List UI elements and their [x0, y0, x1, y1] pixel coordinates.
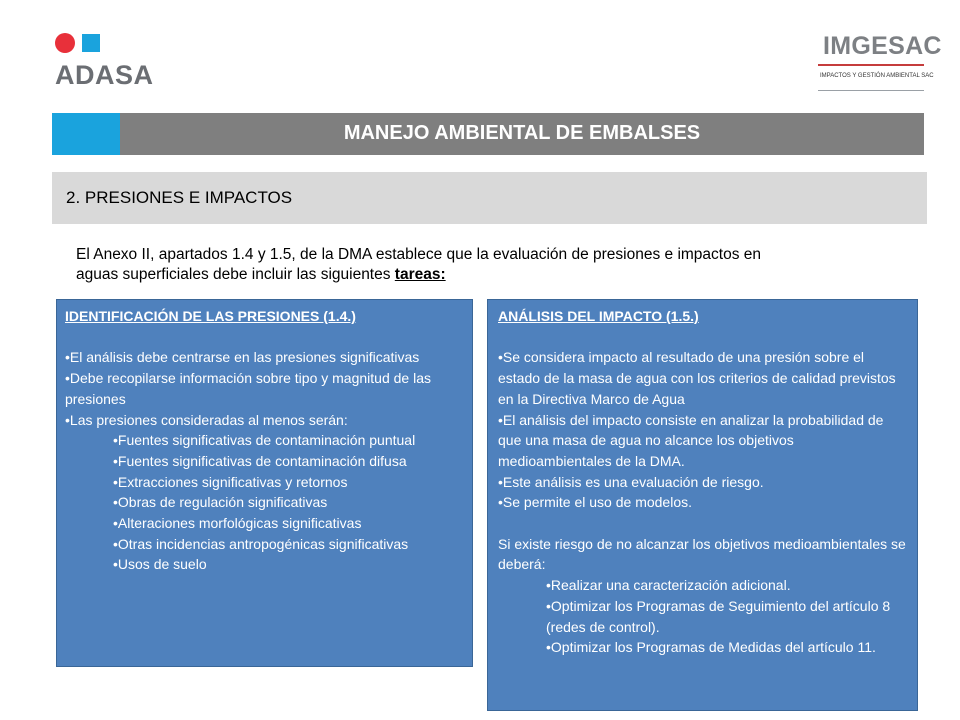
adasa-logo	[55, 33, 175, 93]
sub-list-item: •Usos de suelo	[113, 556, 207, 573]
page-title: MANEJO AMBIENTAL DE EMBALSES	[343, 122, 701, 144]
intro-emphasis: tareas:	[394, 266, 446, 283]
logo-blue-square	[82, 34, 100, 52]
impact-box	[487, 299, 918, 711]
list-item: •Este análisis es una evaluación de riesgo.	[498, 473, 764, 490]
sub-list-item: •Extracciones significativas y retornos	[113, 473, 348, 490]
imgesac-logo-text: IMGESAC	[823, 32, 942, 60]
imgesac-logo-rule	[818, 64, 924, 66]
intro-paragraph	[76, 245, 916, 285]
sub-list-item: •Fuentes significativas de contaminación difusa	[113, 452, 407, 469]
imgesac-logo	[818, 32, 942, 96]
list-item: •Debe recopilarse información sobre tipo y magnitud de las presiones	[65, 370, 431, 407]
pressures-title: IDENTIFICACIÓN DE LAS PRESIONES (1.4.)	[65, 308, 356, 324]
title-banner	[52, 113, 924, 155]
list-item: •El análisis del impacto consiste en analizar la probabilidad de que una masa de agua no alcance los objetivos medioambientales de la DMA.	[498, 411, 884, 469]
section-header	[52, 172, 927, 224]
list-item: •Las presiones consideradas al menos serán:	[65, 411, 348, 428]
risk-text: Si existe riesgo de no alcanzar los objetivos medioambientales se deberá:	[498, 535, 906, 573]
sub-list-item: •Realizar una caracterización adicional.	[546, 577, 791, 594]
banner-accent	[52, 113, 120, 155]
intro-line-1: El Anexo II, apartados 1.4 y 1.5, de la DMA establece que la evaluación de presiones e impactos en	[76, 246, 762, 263]
imgesac-logo-subtitle: IMPACTOS Y GESTIÓN AMBIENTAL SAC	[820, 73, 934, 79]
section-title: 2. PRESIONES E IMPACTOS	[66, 188, 293, 207]
sub-list-item: •Optimizar los Programas de Seguimiento del artículo 8 (redes de control).	[546, 597, 891, 635]
list-item: •El análisis debe centrarse en las presiones significativas	[65, 349, 420, 366]
impact-title: ANÁLISIS DEL IMPACTO (1.5.)	[498, 308, 699, 324]
list-item: •Se permite el uso de modelos.	[498, 494, 693, 511]
sub-list-item: •Otras incidencias antropogénicas significativas	[113, 535, 409, 552]
adasa-logo-text: ADASA	[55, 60, 154, 90]
sub-list-item: •Alteraciones morfológicas significativas	[113, 515, 362, 532]
sub-list-item: •Optimizar los Programas de Medidas del artículo 11.	[546, 639, 876, 656]
intro-line-2: aguas superficiales debe incluir las siguientes	[76, 266, 395, 283]
list-item: •Se considera impacto al resultado de una presión sobre el estado de la masa de agua con los criterios de calidad previstos en la Directiva Marco de Agua	[498, 349, 896, 407]
imgesac-logo-underline	[818, 90, 924, 91]
sub-list-item: •Obras de regulación significativas	[113, 494, 328, 511]
logo-red-dot	[55, 33, 75, 53]
sub-list-item: •Fuentes significativas de contaminación puntual	[113, 432, 416, 449]
pressures-box	[56, 299, 473, 667]
